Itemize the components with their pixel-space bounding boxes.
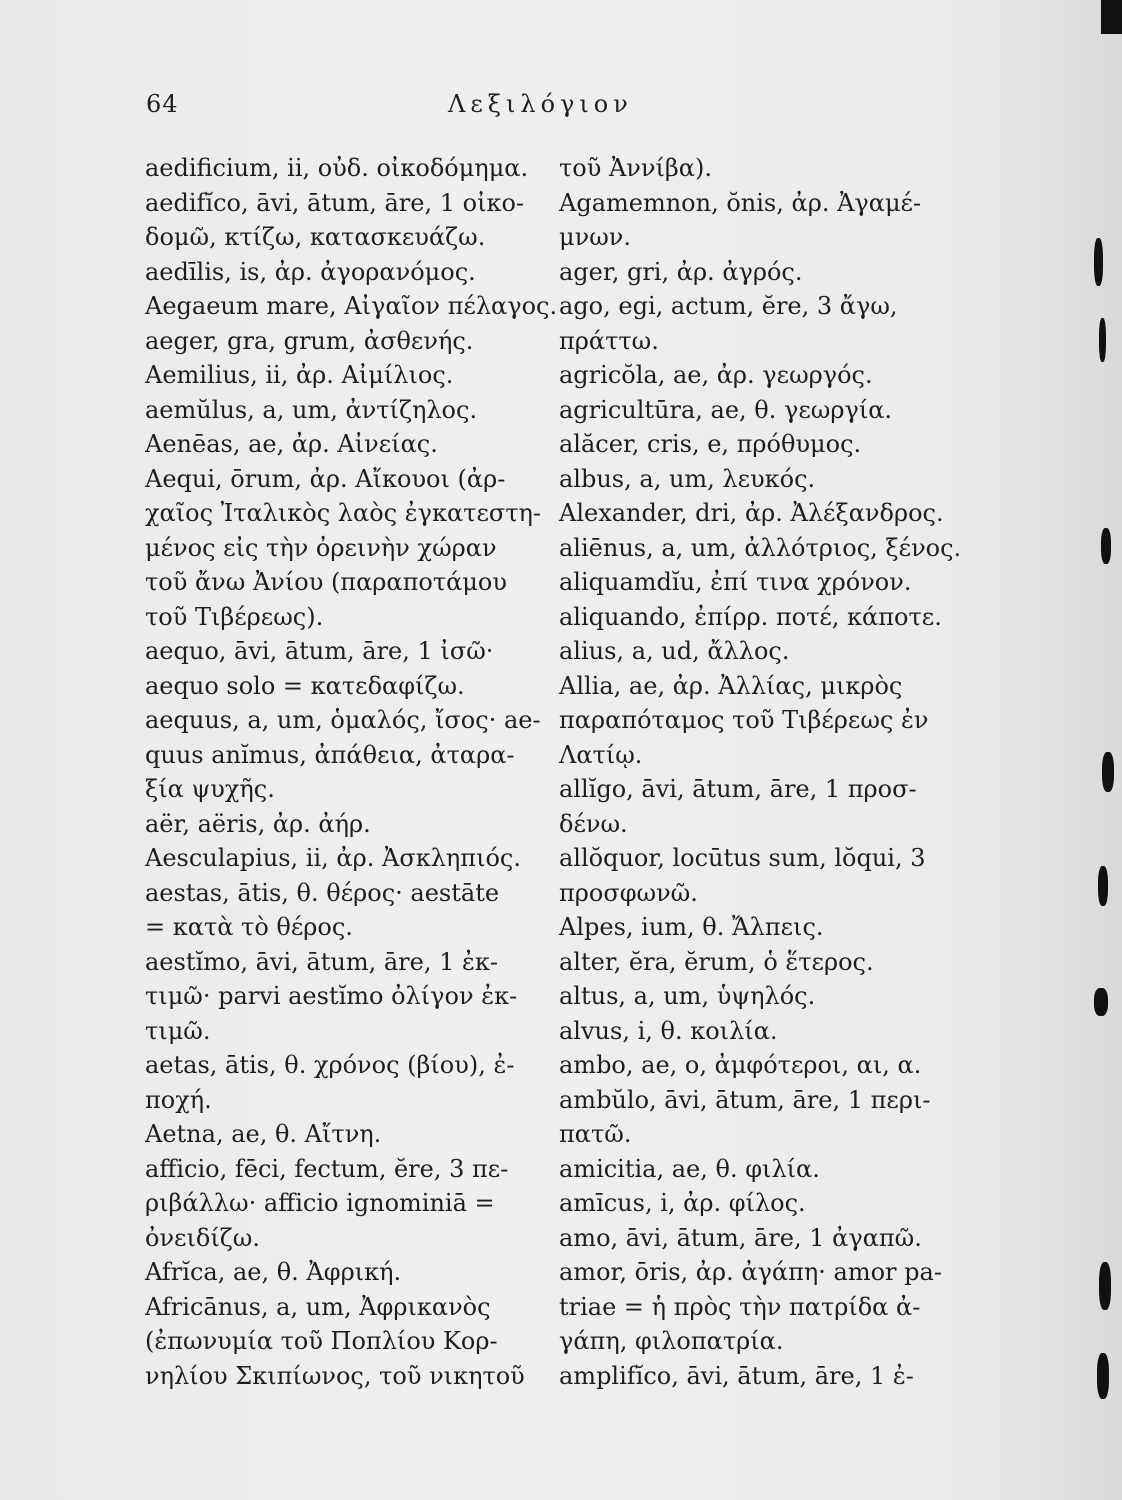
- glossary-line: quus anĭmus, ἀπάθεια, ἀταρα-: [145, 740, 515, 769]
- glossary-line: amicitia, ae, θ. φιλία.: [559, 1154, 820, 1183]
- glossary-line: Aequi, ōrum, ἀρ. Αἴκουοι (ἀρ-: [145, 464, 506, 493]
- glossary-line: δομῶ, κτίζω, κατασκευάζω.: [145, 223, 486, 251]
- glossary-line: allĭgo, āvi, ātum, āre, 1 προσ-: [559, 775, 917, 803]
- glossary-line: aestas, ātis, θ. θέρος· aestāte: [145, 878, 500, 907]
- right-column: [559, 151, 989, 1393]
- glossary-line: Aemilius, ii, ἀρ. Αἰμίλιος.: [145, 361, 454, 389]
- glossary-line: Afrĭca, ae, θ. Ἀφρική.: [145, 1258, 402, 1286]
- glossary-line: Λατίῳ.: [559, 740, 643, 769]
- page-number: 64: [146, 90, 179, 118]
- glossary-line: νηλίου Σκιπίωνος, τοῦ νικητοῦ: [145, 1361, 525, 1390]
- glossary-line: aetas, ātis, θ. χρόνος (βίου), ἐ-: [145, 1051, 515, 1079]
- glossary-line: aliquamdĭu, ἐπί τινα χρόνον.: [559, 568, 912, 596]
- glossary-line: alius, a, ud, ἄλλος.: [559, 637, 790, 665]
- left-column: [145, 151, 575, 1393]
- glossary-line: aliēnus, a, um, ἀλλότριος, ξένος.: [559, 533, 962, 562]
- glossary-line: aedīlis, is, ἀρ. ἀγορανόμος.: [145, 257, 476, 286]
- glossary-line: albus, a, um, λευκός.: [559, 464, 816, 493]
- glossary-line: Aegaeum mare, Αἰγαῖον πέλαγος.: [145, 292, 558, 320]
- glossary-line: aliquando, ἐπίρρ. ποτέ, κάποτε.: [559, 602, 942, 631]
- glossary-line: ξία ψυχῆς.: [145, 775, 275, 803]
- glossary-line: δένω.: [559, 809, 628, 838]
- glossary-line: amo, āvi, ātum, āre, 1 ἀγαπῶ.: [559, 1223, 922, 1252]
- glossary-line: afficio, fēci, fectum, ĕre, 3 πε-: [145, 1154, 509, 1183]
- glossary-line: Agamemnon, ŏnis, ἀρ. Ἀγαμέ-: [559, 188, 922, 217]
- glossary-line: ager, gri, ἀρ. ἀγρός.: [559, 257, 803, 286]
- glossary-line: πράττω.: [559, 326, 659, 355]
- glossary-line: aestĭmo, āvi, ātum, āre, 1 ἐκ-: [145, 947, 498, 976]
- glossary-line: τιμῶ· parvi aestĭmo ὀλίγον ἐκ-: [145, 982, 518, 1010]
- glossary-line: aër, aëris, ἀρ. ἀήρ.: [145, 809, 371, 838]
- glossary-line: τοῦ Τιβέρεως).: [145, 602, 324, 631]
- glossary-line: aequo solo = κατεδαφίζω.: [145, 671, 465, 700]
- glossary-line: ago, egi, actum, ĕre, 3 ἄγω,: [559, 292, 898, 320]
- glossary-line: amīcus, i, ἀρ. φίλος.: [559, 1189, 806, 1217]
- glossary-line: alăcer, cris, e, πρόθυμος.: [559, 430, 862, 458]
- glossary-line: μνων.: [559, 223, 631, 251]
- glossary-line: triae = ἡ πρὸς τὴν πατρίδα ἀ-: [559, 1292, 921, 1321]
- glossary-line: agricŏla, ae, ἀρ. γεωργός.: [559, 361, 873, 389]
- glossary-line: ambo, ae, o, ἀμφότεροι, αι, α.: [559, 1051, 922, 1079]
- glossary-line: aemŭlus, a, um, ἀντίζηλος.: [145, 395, 478, 424]
- glossary-line: alter, ĕra, ĕrum, ὁ ἕτερος.: [559, 947, 874, 976]
- glossary-line: παραπόταμος τοῦ Τιβέρεως ἐν: [559, 706, 929, 734]
- glossary-line: Aesculapius, ii, ἀρ. Ἀσκληπιός.: [145, 844, 521, 872]
- glossary-line: προσφωνῶ.: [559, 878, 698, 907]
- glossary-line: aequus, a, um, ὁμαλός, ἴσος· ae-: [145, 706, 541, 734]
- glossary-line: μένος εἰς τὴν ὀρεινὴν χώραν: [145, 533, 497, 562]
- glossary-line: γάπη, φιλοπατρία.: [559, 1327, 784, 1355]
- glossary-line: τοῦ ἄνω Ἀνίου (παραποτάμου: [145, 568, 507, 596]
- glossary-line: allŏquor, locūtus sum, lŏqui, 3: [559, 844, 926, 872]
- glossary-line: Aenēas, ae, ἀρ. Αἰνείας.: [145, 430, 438, 458]
- glossary-line: Africānus, a, um, Ἀφρικανὸς: [145, 1292, 491, 1321]
- glossary-line: πατῶ.: [559, 1120, 632, 1148]
- glossary-line: (ἐπωνυμία τοῦ Ποπλίου Κορ-: [145, 1327, 498, 1355]
- glossary-line: altus, a, um, ὑψηλός.: [559, 982, 816, 1010]
- glossary-line: Allia, ae, ἀρ. Ἀλλίας, μικρὸς: [559, 671, 903, 700]
- glossary-line: aeger, gra, grum, ἀσθενής.: [145, 326, 474, 355]
- glossary-line: aedifĭco, āvi, ātum, āre, 1 οἰκο-: [145, 188, 525, 217]
- glossary-line: agricultūra, ae, θ. γεωργία.: [559, 395, 893, 424]
- glossary-line: Aetna, ae, θ. Αἴτνη.: [145, 1120, 382, 1148]
- glossary-line: τοῦ Ἀννίβα).: [559, 154, 712, 182]
- glossary-line: aedificium, ii, οὐδ. οἰκοδόμημα.: [145, 154, 529, 182]
- glossary-line: ποχή.: [145, 1085, 212, 1114]
- glossary-line: amplifĭco, āvi, ātum, āre, 1 ἐ-: [559, 1361, 914, 1390]
- glossary-line: aequo, āvi, ātum, āre, 1 ἰσῶ·: [145, 637, 494, 665]
- glossary-line: ὀνειδίζω.: [145, 1223, 260, 1252]
- glossary-line: = κατὰ τὸ θέρος.: [145, 913, 353, 941]
- running-title: Λεξιλόγιον: [448, 90, 633, 118]
- glossary-line: τιμῶ.: [145, 1016, 211, 1045]
- glossary-line: Alexander, dri, ἀρ. Ἀλέξανδρος.: [559, 499, 944, 527]
- glossary-line: amor, ōris, ἀρ. ἀγάπη· amor pa-: [559, 1258, 942, 1286]
- glossary-line: alvus, i, θ. κοιλία.: [559, 1016, 778, 1045]
- glossary-line: ambŭlo, āvi, ātum, āre, 1 περι-: [559, 1085, 931, 1114]
- glossary-line: Alpes, ium, θ. Ἄλπεις.: [559, 913, 824, 941]
- glossary-line: χαῖος Ἰταλικὸς λαὸς ἐγκατεστη-: [145, 499, 542, 527]
- glossary-line: ριβάλλω· afficio ignominiā =: [145, 1189, 495, 1217]
